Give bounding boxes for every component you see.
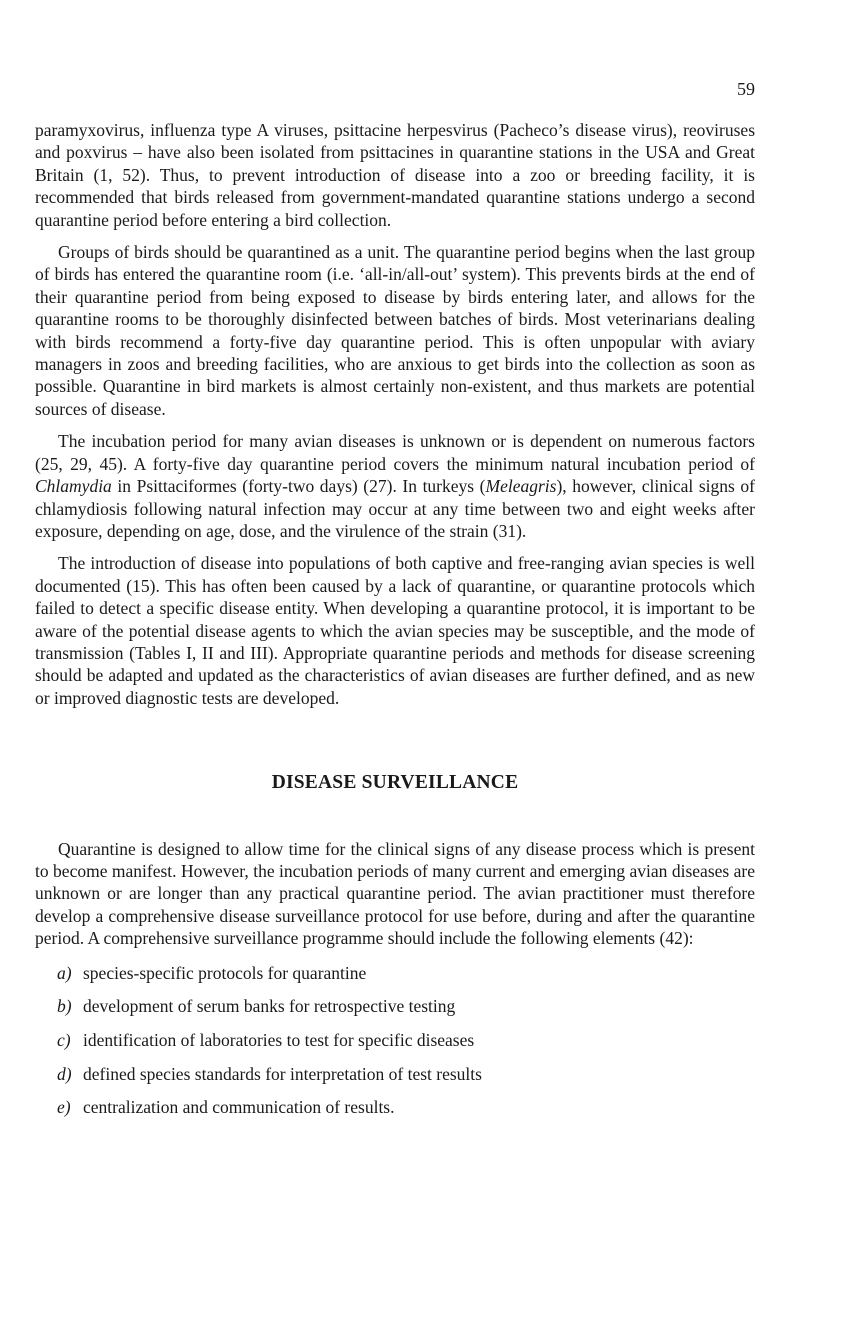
paragraph bbox=[35, 552, 755, 709]
text-run: paramyxovirus, influenza type A viruses, psittacine herpesvirus (Pacheco’s disease virus), reoviruses and poxvirus – have also been isolated from psittacines in quarantine stations in the USA and Great Britain (1, 52). Thus, to prevent introduction of disease into a zoo or breeding facility, it is recommended that birds released from government-mandated quarantine stations undergo a second quarantine period before entering a bird collection. bbox=[35, 120, 755, 230]
italic-term: Chlamydia bbox=[35, 476, 112, 497]
text-run: Groups of birds should be quarantined as a unit. The quarantine period begins when the last group of birds has entered the quarantine room (i.e. ‘all-in/all-out’ system). This prevents birds at the end of their quarantine period from being exposed to disease by birds entering later, and allows for the quarantine rooms to be thoroughly disinfected between batches of birds. Most veterinarians dealing with birds recommend a forty-five day quarantine period. This is often unpopular with aviary managers in zoos and breeding facilities, who are anxious to get birds into the collection as soon as possible. Quarantine in bird markets is almost certainly non-existent, and thus markets are potential sources of disease. bbox=[35, 242, 755, 419]
page-body bbox=[35, 119, 755, 1130]
list-item-text: species-specific protocols for quarantine bbox=[83, 962, 367, 983]
section-heading: DISEASE SURVEILLANCE bbox=[271, 772, 519, 794]
text-run: in Psittaciformes (forty-two days) (27). In turkeys ( bbox=[111, 476, 486, 497]
page-number: 59 bbox=[737, 79, 755, 99]
text-run: The introduction of disease into populations of both captive and free-ranging avian species is well documented (15). This has often been caused by a lack of quarantine, or quarantine protocols which failed to detect a specific disease entity. When developing a quarantine protocol, it is important to be aware of the potential disease agents to which the avian species may be susceptible, and the mode of transmission (Tables I, II and III). Appropriate quarantine periods and methods for disease screening should be adapted and updated as the characteristics of avian diseases are further defined, and as new or improved diagnostic tests are developed. bbox=[35, 553, 755, 708]
list-marker: e) bbox=[57, 1097, 71, 1118]
text-run: ), however, clinical signs of chlamydiosis following natural infection may occur at any time between two and eight weeks after exposure, depending on age, dose, and the virulence of the strain (31). bbox=[35, 476, 755, 541]
section-paragraph: Quarantine is designed to allow time for the clinical signs of any disease process which is present to become manifest. However, the incubation periods of many current and emerging avian diseases are unknown or are longer than any practical quarantine period. The avian practitioner must therefore develop a comprehensive disease surveillance protocol for use before, during and after the quarantine period. A comprehensive surveillance programme should include the following elements (42): bbox=[35, 838, 755, 949]
list-item-text: development of serum banks for retrospective testing bbox=[83, 996, 456, 1017]
list-marker: c) bbox=[57, 1029, 71, 1050]
italic-term: Meleagris bbox=[485, 476, 557, 497]
paragraph bbox=[35, 241, 755, 420]
list-item-text: identification of laboratories to test for specific diseases bbox=[83, 1029, 475, 1050]
list-item-text: defined species standards for interpretation of test results bbox=[83, 1063, 482, 1084]
list-marker: a) bbox=[57, 962, 72, 983]
paragraph bbox=[35, 119, 755, 231]
list-marker: d) bbox=[57, 1063, 72, 1084]
surveillance-elements-list bbox=[35, 962, 755, 1119]
list-marker: b) bbox=[57, 996, 72, 1017]
list-item-text: centralization and communication of results. bbox=[83, 1097, 395, 1118]
list-item bbox=[35, 1063, 755, 1085]
paragraph bbox=[35, 430, 755, 542]
list-item bbox=[35, 962, 755, 984]
list-item bbox=[35, 1096, 755, 1118]
text-run: The incubation period for many avian diseases is unknown or is dependent on numerous factors (25, 29, 45). A forty-five day quarantine period covers the minimum natural incubation period of bbox=[35, 431, 755, 474]
list-item bbox=[35, 1029, 755, 1051]
list-item bbox=[35, 995, 755, 1017]
